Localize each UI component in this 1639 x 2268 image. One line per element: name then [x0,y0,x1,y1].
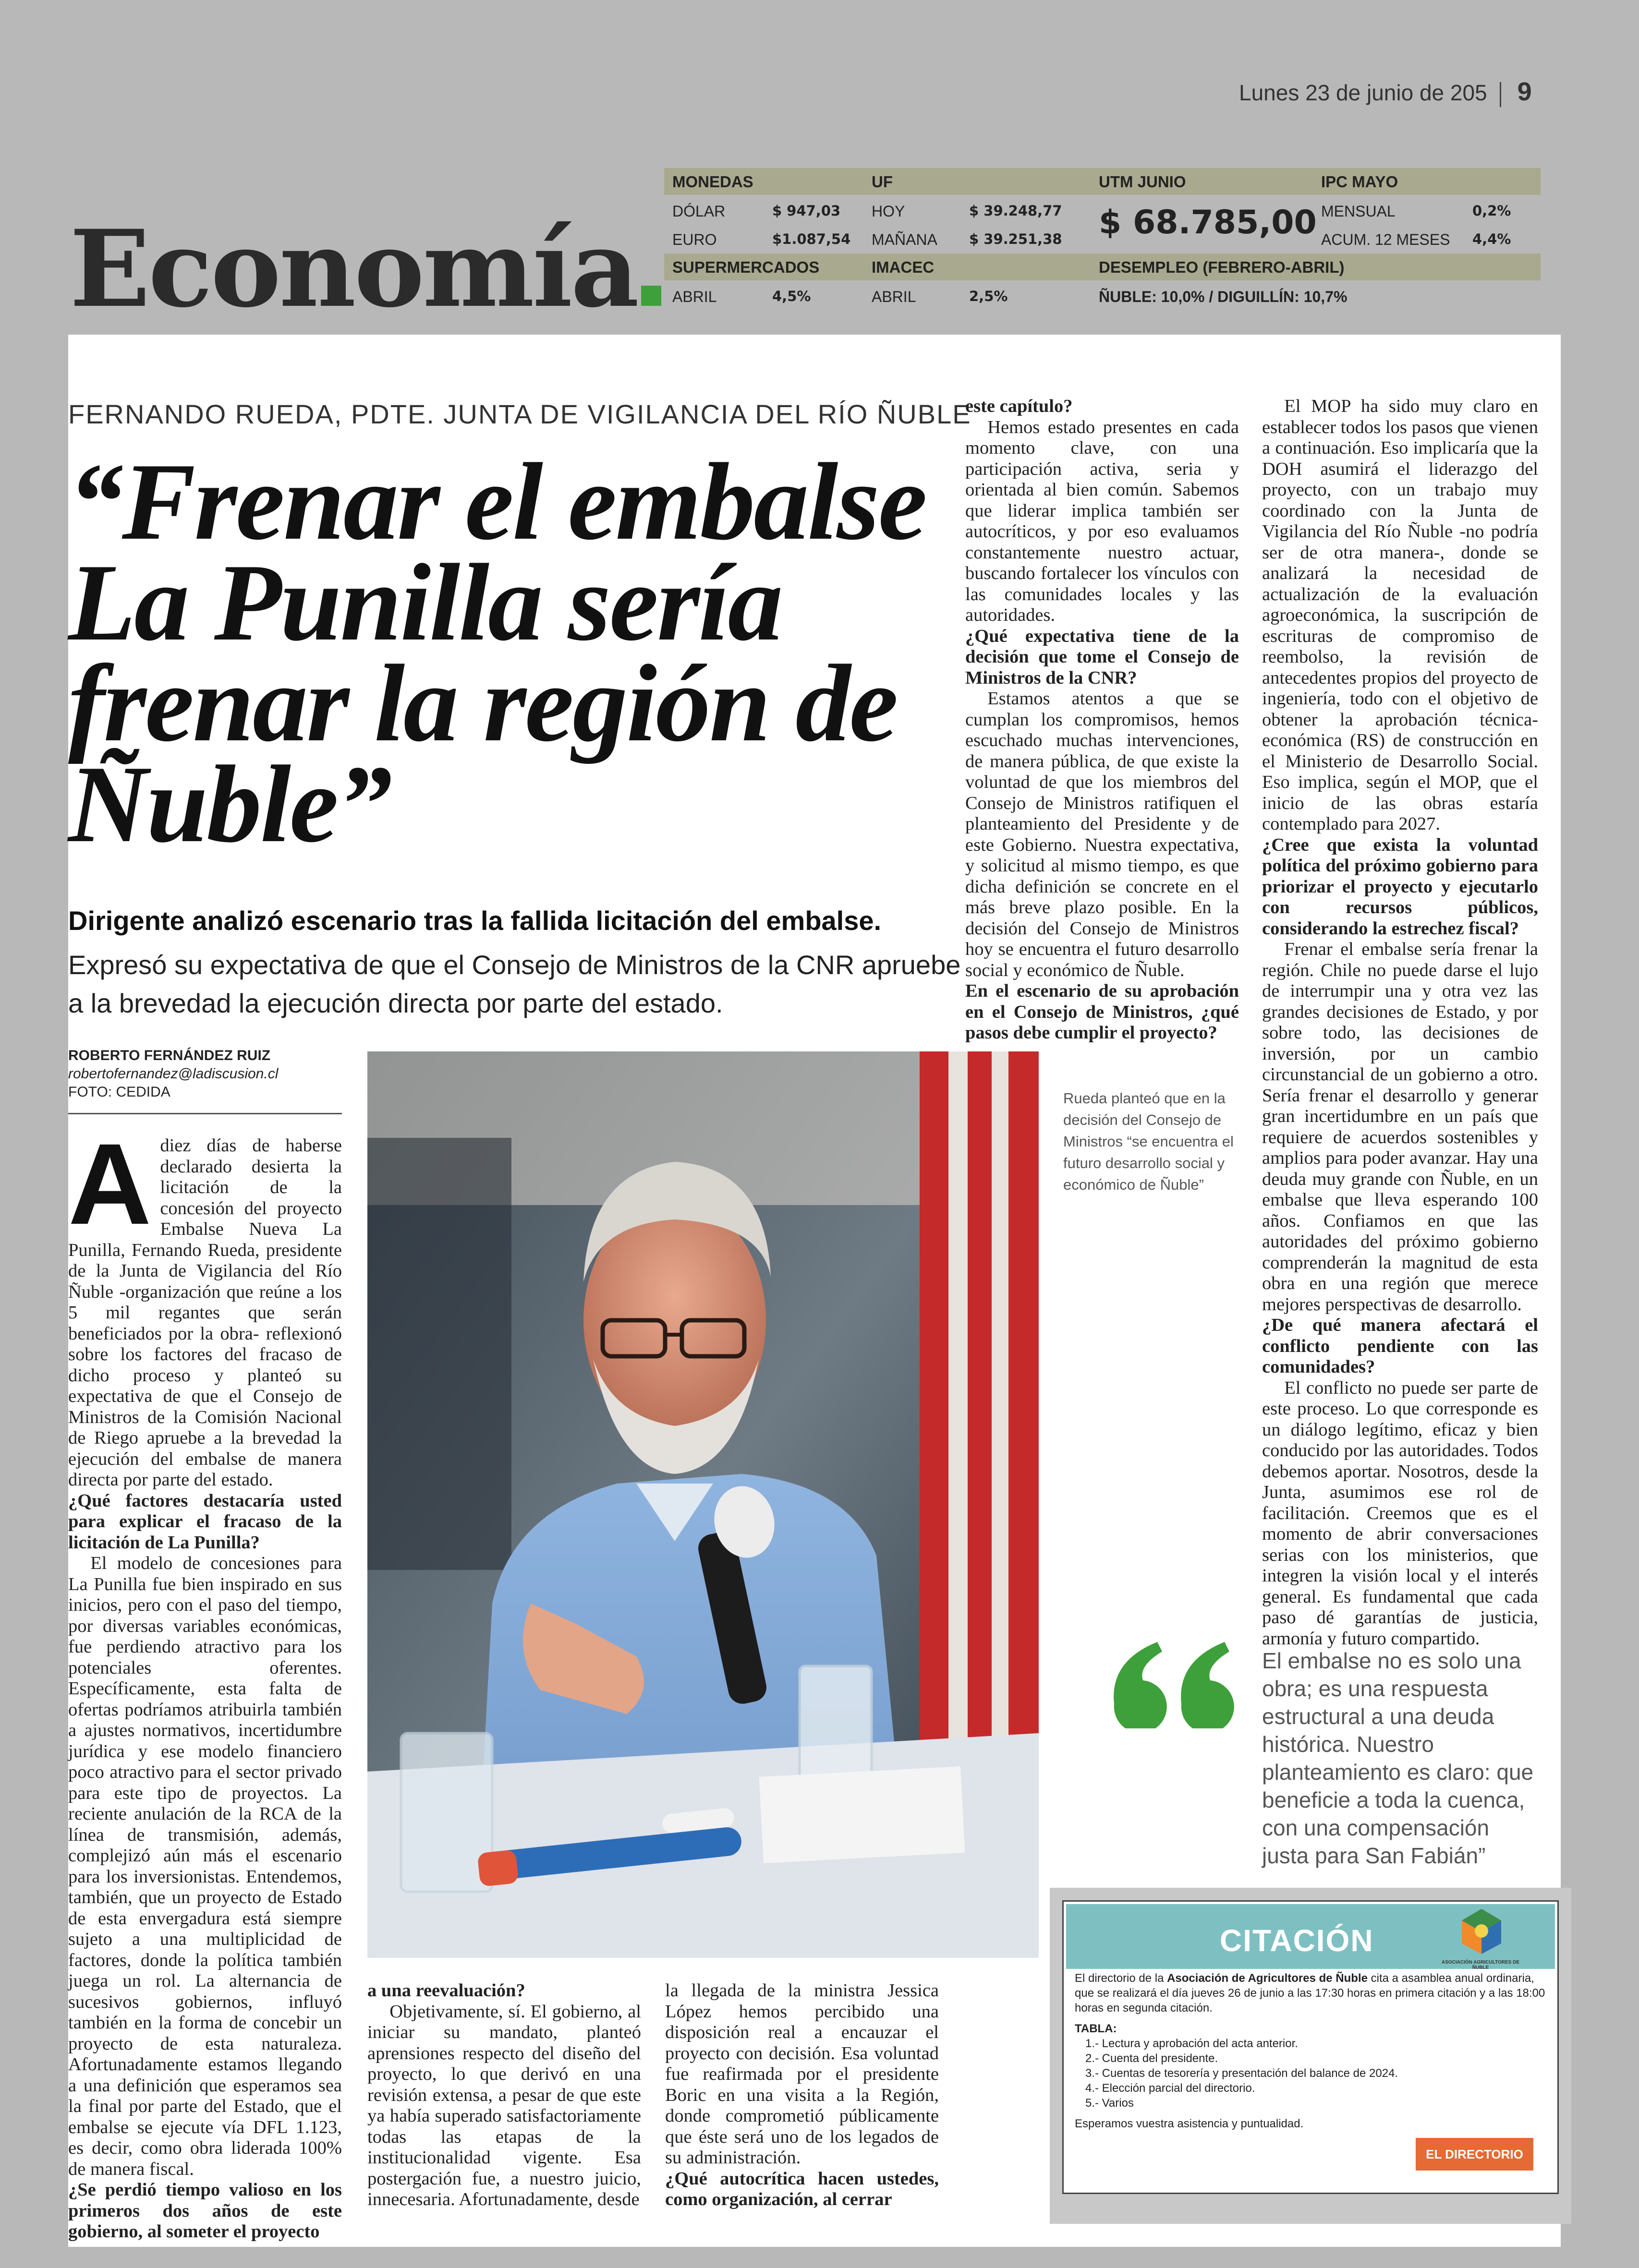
drop-cap: A [68,1120,152,1248]
article-column-2 [367,1980,641,2210]
desempleo-value: ÑUBLE: 10,0% / DIGUILLÍN: 10,7% [1099,288,1348,305]
uf-manana-label: MAÑANA [872,231,937,248]
utm-value: $ 68.785,00 [1099,204,1317,241]
paragraph: la llegada de la ministra Jessica López hemos percibido una disposición real a encauzar el proyecto con decisión. Esa voluntad fue reafirmada por el presidente Boric en una visita a la Región, donde comprometió públicamente que éste será uno de los legados de su administración. [665,1980,939,2168]
dolar-label: DÓLAR [672,203,726,220]
author-name: ROBERTO FERNÁNDEZ RUIZ [68,1048,271,1063]
economic-indicators [664,168,1541,310]
imacec-abril-label: ABRIL [872,288,916,305]
ipc-acum-label: ACUM. 12 MESES [1321,231,1450,248]
date-text: Lunes 23 de junio de 205 [1239,80,1487,105]
paragraph: Frenar el embalse sería frenar la región. Chile no puede darse el lujo de interrumpir una y otra vez las grandes decisiones de Estado, y por sobre todo, las decisiones de inversión, por un cambio circunstancial de un gobierno a otro. Sería frenar el desarrollo y generar gran incertidumbre en un país que requiere de acuerdos sostenibles y amplios para poder avanzar. Hay una deuda muy grande con Ñuble, en un embalse que lleva esperando 100 años. Confiamos en que las autoridades del próximo gobierno comprenderán la magnitud de esta obra en una región que merece mejores perspectivas de desarrollo. [1262,939,1538,1315]
agenda-item: 2.- Cuenta del presidente. [1085,2052,1218,2065]
citacion-intro [1075,1971,1550,2015]
agenda-item: 1.- Lectura y aprobación del acta anterior. [1085,2037,1298,2050]
photo-caption: Rueda planteó que en la decisión del Consejo de Ministros “se encuentra el futuro desarrollo social y económico de Ñuble” [1063,1090,1234,1193]
monedas-label: MONEDAS [672,173,753,191]
uf-label: UF [872,173,893,191]
supermercados-label: SUPERMERCADOS [672,258,820,276]
interview-question: ¿Se perdió tiempo valioso en los primeros dos años de este gobierno, al someter el proyecto [68,2180,342,2242]
paragraph: diez días de haberse declarado desierta la licitación de la concesión del proyecto Embalse Nueva La Punilla, Fernando Rueda, presidente de la Junta de Vigilancia del Río Ñuble -organización que reúne a los 5 mil regantes que serán beneficiados por la obra- reflexionó sobre los factores del fracaso de dicho proceso y planteó su expectativa de que el Consejo de Ministros de la Comisión Nacional de Riego apruebe a la brevedad la ejecución del embalse de manera directa por parte del estado. [68,1135,342,1490]
paragraph: El modelo de concesiones para La Punilla fue bien inspirado en sus inicios, pero con el paso del tiempo, por diversas variables económicas, fue perdiendo atractivo para los potenciales oferentes. Específicamente, esta falta de ofertas podríamos atribuirla también a ajustes normativos, incertidumbre jurídica y ese modelo financiero poco atractivo para el sector privado para este tipo de proyectos. La reciente anulación de la RCA de la línea de transmisión, además, complejizó aún más el escenario para los inversionistas. Entendemos, también, que un proyecto de Estado de esta envergadura está siempre sujeto a una multiplicidad de factores, donde la política también juega un rol. La alternancia de sucesivos gobiernos, influyó también en la forma de concebir un proyecto de esta naturaleza. Afortunadamente estamos llegando a una definición que esperamos sea la final por parte del Estado, que el embalse se ejecute vía DFL 1.123, es decir, como obra liderada 100% de manera fiscal. [68,1553,342,2179]
article-deck-bold: Dirigente analizó escenario tras la fallida licitación del embalse. [68,905,882,936]
citacion-ad-title: CITACIÓN [1220,1923,1374,1958]
citacion-org-name: Asociación de Agricultores de Ñuble [1167,1972,1368,1985]
article-headline: “Frenar el embalse La Punilla sería frenar la región de Ñuble” [68,440,926,865]
article-photo [367,1051,1039,1958]
dateline-separator [1500,82,1501,107]
article-column-5 [1262,396,1538,1649]
article-kicker: FERNANDO RUEDA, PDTE. JUNTA DE VIGILANCIA DEL RÍO ÑUBLE [68,399,971,429]
paragraph: El conflicto no puede ser parte de este proceso. Lo que corresponde es un diálogo legítimo, eficaz y bien conducido por las autoridades. Todos debemos aportar. Nosotros, desde la Junta, asumimos ese rol de facilitación. Creemos que es el momento de abrir conversaciones serias con los ministerios, que integren la visión local y el interés general. Es fundamental que cada paso dé garantías de justicia, armonía y futuro compartido. [1262,1377,1538,1649]
agenda-item: 4.- Elección parcial del directorio. [1085,2082,1255,2095]
ipc-label: IPC MAYO [1321,173,1398,191]
agenda-item: 3.- Cuentas de tesorería y presentación del balance de 2024. [1085,2067,1398,2080]
paragraph: El MOP ha sido muy claro en establecer todos los pasos que vienen a continuación. Eso implicaría que la DOH asumirá el liderazgo del proyecto, con un trabajo muy coordinado con la Junta de Vigilancia del Río Ñuble -no podría ser de otra manera-, donde se analizará la necesidad de actualización de la evaluación agroeconómica, la suscripción de escrituras de compromiso de reembolso, la revisión de antecedentes propios del proyecto de ingeniería, todo con el objetivo de obtener la aprobación técnica-económica (RS) de construcción en el Ministerio de Desarrollo Social. Eso implica, según el MOP, que el inicio de las obras estaría contemplado para 2027. [1262,396,1538,834]
paragraph: Estamos atentos a que se cumplan los compromisos, hemos escuchado muchas intervenciones, de manera pública, de que existe la voluntad de que los miembros del Consejo de Ministros ratifiquen el planteamiento del Presidente y de este Gobierno. Nuestra expectativa, y solicitud al mismo tiempo, es que dicha definición se concrete en el más breve plazo posible. En la decisión del Consejo de Ministros hoy se encuentra el futuro desarrollo social y económico de Ñuble. [965,688,1239,980]
pull-quote: El embalse no es solo una obra; es una respuesta estructural a una deuda histórica. Nuestro planteamiento es claro: que beneficie a toda la cuenca, con una compensación justa para San Fabián” [1262,1648,1534,1868]
photo-credit: FOTO: CEDIDA [68,1084,170,1100]
article-column-3 [665,1980,939,2210]
section-dot-icon [641,286,661,306]
citacion-tabla-label: TABLA: [1075,2022,1117,2035]
citacion-signature: EL DIRECTORIO [1416,2138,1533,2171]
byline-divider [68,1113,342,1114]
article-column-4 [965,396,1239,1044]
interview-question: ¿Cree que exista la voluntad política del próximo gobierno para priorizar el proyecto y ejecutarlo con recursos públicos, considerando la estrechez fiscal? [1262,834,1538,939]
uf-hoy-label: HOY [872,203,905,220]
section-title-text: Economía [70,206,637,331]
euro-label: EURO [672,231,717,248]
utm-label: UTM JUNIO [1099,173,1186,191]
citacion-intro-part: cita a asamblea anual ordinaria, que se realizará el día jueves 26 de junio a las 17:30 horas en primera citación y a las 18:00 horas en segunda citación. [1075,1972,1545,2015]
interview-question: En el escenario de su aprobación en el Consejo de Ministros, ¿qué pasos debe cumplir el proyecto? [965,981,1239,1043]
citacion-closing: Esperamos vuestra asistencia y puntualidad. [1075,2117,1304,2130]
citacion-agenda [1085,2036,1550,2111]
quote-mark-icon [1105,1632,1239,1728]
citacion-intro-part: El directorio de la [1075,1972,1167,1985]
agenda-item: 5.- Varios [1085,2097,1134,2110]
page-number: 9 [1517,77,1532,106]
photo-illustration [367,1051,1039,1958]
author-email[interactable]: robertofernandez@ladiscusion.cl [68,1066,279,1082]
dateline [1239,77,1532,107]
dolar-value: $ 947,03 [772,203,841,219]
interview-question: ¿Qué autocrítica hacen ustedes, como organización, al cerrar [665,2168,939,2209]
interview-question: ¿Qué factores destacaría usted para explicar el fracaso de la licitación de La Punilla? [68,1490,342,1553]
paragraph: Objetivamente, sí. El gobierno, al iniciar su mandato, planteó aprensiones respecto del diseño del proyecto, lo que derivó en una revisión extensa, a pesar de que este ya había superado satisfactoriamente todas las etapas de la institucionalidad vigente. Esa postergación fue, a nuestro juicio, innecesaria. Afortunadamente, desde [367,2001,641,2209]
uf-manana-value: $ 39.251,38 [969,231,1062,247]
euro-value: $1.087,54 [772,231,851,247]
agricultores-logo-icon [1460,1907,1503,1955]
article-column-1 [68,1120,342,2243]
ipc-mensual-label: MENSUAL [1321,203,1396,220]
desempleo-label: DESEMPLEO (FEBRERO-ABRIL) [1099,258,1345,276]
supermercados-abril-value: 4,5% [772,288,811,304]
paragraph: Hemos estado presentes en cada momento clave, con una participación activa, seria y orientada al bien común. Sabemos que liderar implica también ser autocríticos, y por eso evaluamos constantemente nuestro actuar, buscando fortalecer los vínculos con las comunidades locales y las autoridades. [965,417,1239,625]
article-deck: Expresó su expectativa de que el Consejo de Ministros de la CNR apruebe a la brevedad la ejecución directa por parte del estado. [68,950,961,1018]
section-title [70,206,661,331]
ipc-acum-value: 4,4% [1472,231,1511,247]
byline [68,1047,342,1101]
imacec-label: IMACEC [872,258,935,276]
interview-question: este capítulo? [965,396,1073,416]
supermercados-abril-label: ABRIL [672,288,717,305]
agricultores-logo-text: ASOCIACIÓN AGRICULTORES DE ÑUBLE [1441,1960,1520,1970]
imacec-abril-value: 2,5% [969,288,1008,304]
interview-question: a una reevaluación? [367,1980,525,2001]
ipc-mensual-value: 0,2% [1472,203,1511,219]
uf-hoy-value: $ 39.248,77 [969,203,1062,219]
citacion-ad-body [1075,1971,1550,2131]
interview-question: ¿De qué manera afectará el conflicto pendiente con las comunidades? [1262,1315,1538,1377]
interview-question: ¿Qué expectativa tiene de la decisión que tome el Consejo de Ministros de la CNR? [965,626,1239,688]
